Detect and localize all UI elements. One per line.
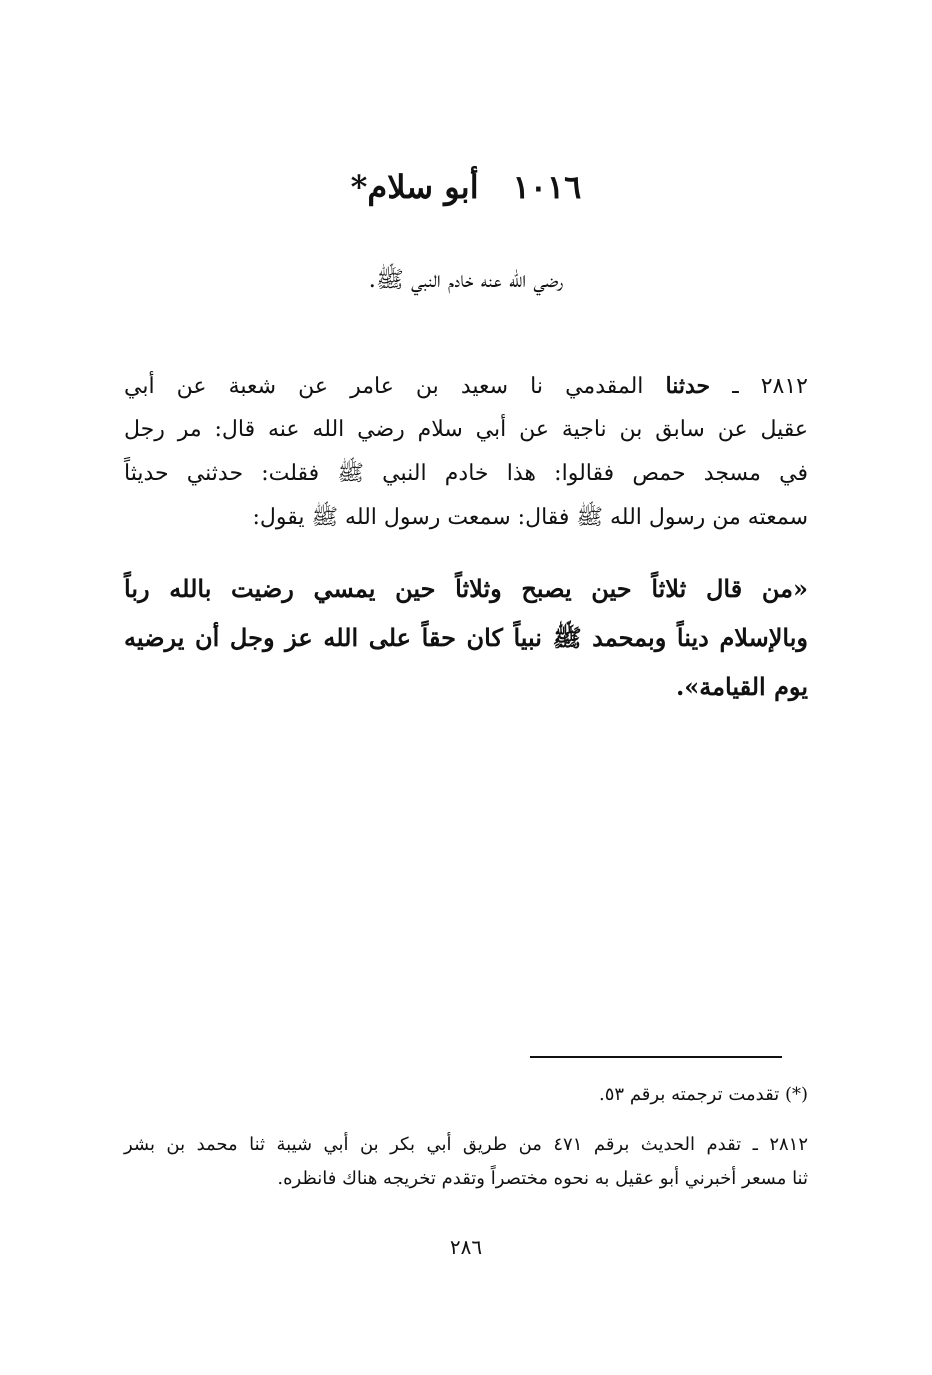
footnote-2: [124, 1128, 808, 1196]
hadith-line-text: سمعته من رسول الله ﷺ فقال: سمعت رسول الله ﷺ يقول:: [252, 505, 808, 530]
hadith-line-text: عقيل عن سابق بن ناجية عن أبي سلام رضي الله عنه قال: مر رجل: [124, 417, 808, 442]
quote-line: وبالإسلام ديناً وبمحمد ﷺ نبياً كان حقاً على الله عز وجل أن يرضيه: [124, 623, 808, 652]
hadith-line: [124, 364, 808, 408]
quote-line: يوم القيامة».: [675, 672, 808, 701]
quote-line: «من قال ثلاثاً حين يصبح وثلاثاً حين يمسي رضيت بالله رباً: [124, 574, 808, 603]
hadith-line-text: المقدمي نا سعيد بن عامر عن شعبة عن أبي: [124, 374, 644, 399]
footnote-1: (*) تقدمت ترجمته برقم ٥٣.: [599, 1084, 808, 1105]
prophetic-quote: [124, 564, 808, 711]
hadith-line-text: في مسجد حمص فقالوا: هذا خادم النبي ﷺ فقلت: حدثني حديثاً: [124, 461, 808, 486]
footnote-line: ثنا مسعر أخبرني أبو عقيل به نحوه مختصراً وتقدم تخريجه هناك فانظره.: [277, 1168, 808, 1189]
hadith-line: [124, 408, 808, 452]
entry-subtitle: رضي الله عنه خادم النبي ﷺ.: [368, 267, 564, 293]
footnote-divider: [530, 1056, 782, 1058]
page-number: ٢٨٦: [449, 1235, 483, 1259]
hadith-line: [124, 452, 808, 496]
entry-name: أبو سلام*: [350, 168, 479, 206]
hadith-line: [124, 496, 808, 540]
hadith-opening-word: حدثنا: [665, 373, 711, 399]
entry-number: ١٠١٦: [512, 168, 582, 206]
entry-heading: [0, 163, 932, 211]
hadith-number: ٢٨١٢ ـ: [732, 374, 808, 399]
footnote-line: ٢٨١٢ ـ تقدم الحديث برقم ٤٧١ من طريق أبي بكر بن أبي شيبة ثنا محمد بن بشر: [124, 1134, 808, 1155]
hadith-text: [124, 364, 808, 540]
